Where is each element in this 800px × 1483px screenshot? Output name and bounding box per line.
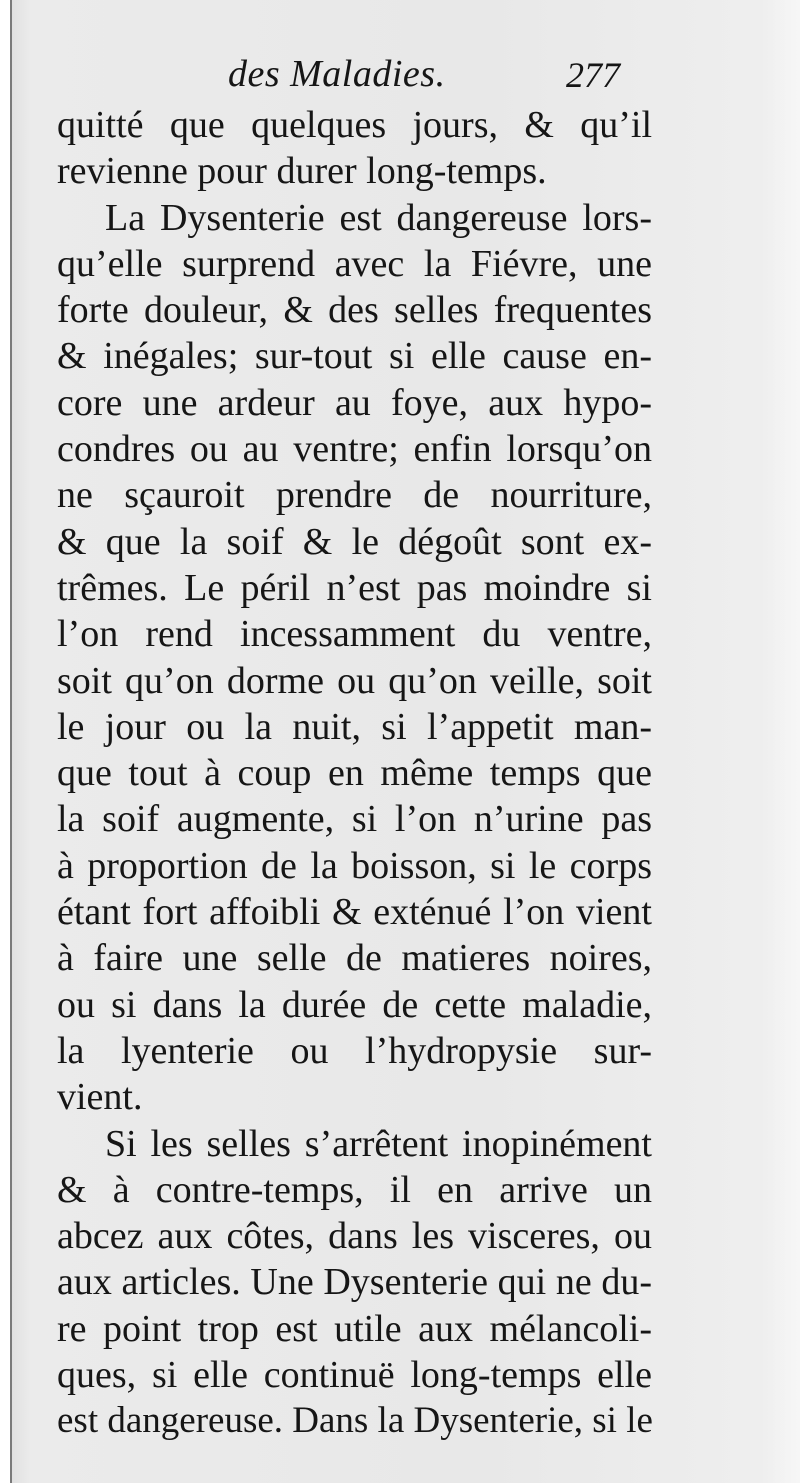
text-line: revienne pour durer long-temps. (57, 150, 547, 193)
page-fold-shadow (760, 0, 800, 1483)
text-line: abcez aux côtes, dans les visceres, ou (57, 1215, 652, 1258)
text-line: quitté que quelques jours, & qu’il (57, 104, 652, 146)
text-line: vient. (57, 1076, 143, 1119)
text-line: condres ou au ventre; enfin lorsqu’on (57, 428, 652, 471)
text-line: & que la soif & le dégoût sont ex- (57, 520, 652, 563)
text-line: aux articles. Une Dysenterie qui ne du- (57, 1261, 652, 1304)
text-line: re point trop est utile aux mélancoli- (57, 1307, 652, 1350)
running-title: des Maladies. (228, 53, 446, 95)
text-line: étant fort affoibli & exténué l’on vient (57, 891, 652, 934)
text-line: à faire une selle de matieres noires, (57, 937, 652, 980)
text-line: l’on rend incessamment du ventre, (57, 613, 652, 656)
text-line: que tout à coup en même temps que (57, 752, 652, 795)
page-number: 277 (566, 55, 620, 95)
text-line: core une ardeur au foye, aux hypo- (57, 381, 652, 424)
text-line: & inégales; sur-tout si elle cause en- (57, 335, 652, 378)
text-line: ques, si elle continuë long-temps elle (57, 1354, 652, 1397)
text-line: trêmes. Le péril n’est pas moindre si (57, 566, 652, 609)
text-line: la soif augmente, si l’on n’urine pas (57, 798, 652, 841)
text-line: est dangereuse. Dans la Dysenterie, si le (57, 1400, 653, 1442)
page-spine-edge (0, 0, 12, 1483)
text-line: qu’elle surprend avec la Fiévre, une (57, 242, 652, 285)
text-line: & à contre-temps, il en arrive un (57, 1168, 652, 1211)
text-line: forte douleur, & des selles frequentes (57, 289, 652, 332)
text-line: soit qu’on dorme ou qu’on veille, soit (57, 659, 652, 702)
text-line: ou si dans la durée de cette maladie, (57, 983, 652, 1026)
body-text (57, 102, 652, 1445)
page-header (0, 52, 800, 102)
paragraph-start-line: La Dysenterie est dangereuse lors- (105, 196, 652, 239)
text-line: la lyenterie ou l’hydropysie sur- (57, 1029, 652, 1072)
text-line: ne sçauroit prendre de nourriture, (57, 474, 652, 517)
text-line: à proportion de la boisson, si le corps (57, 844, 652, 887)
paragraph-start-line: Si les selles s’arrêtent inopinément (105, 1122, 652, 1165)
text-line: le jour ou la nuit, si l’appetit man- (57, 705, 652, 748)
